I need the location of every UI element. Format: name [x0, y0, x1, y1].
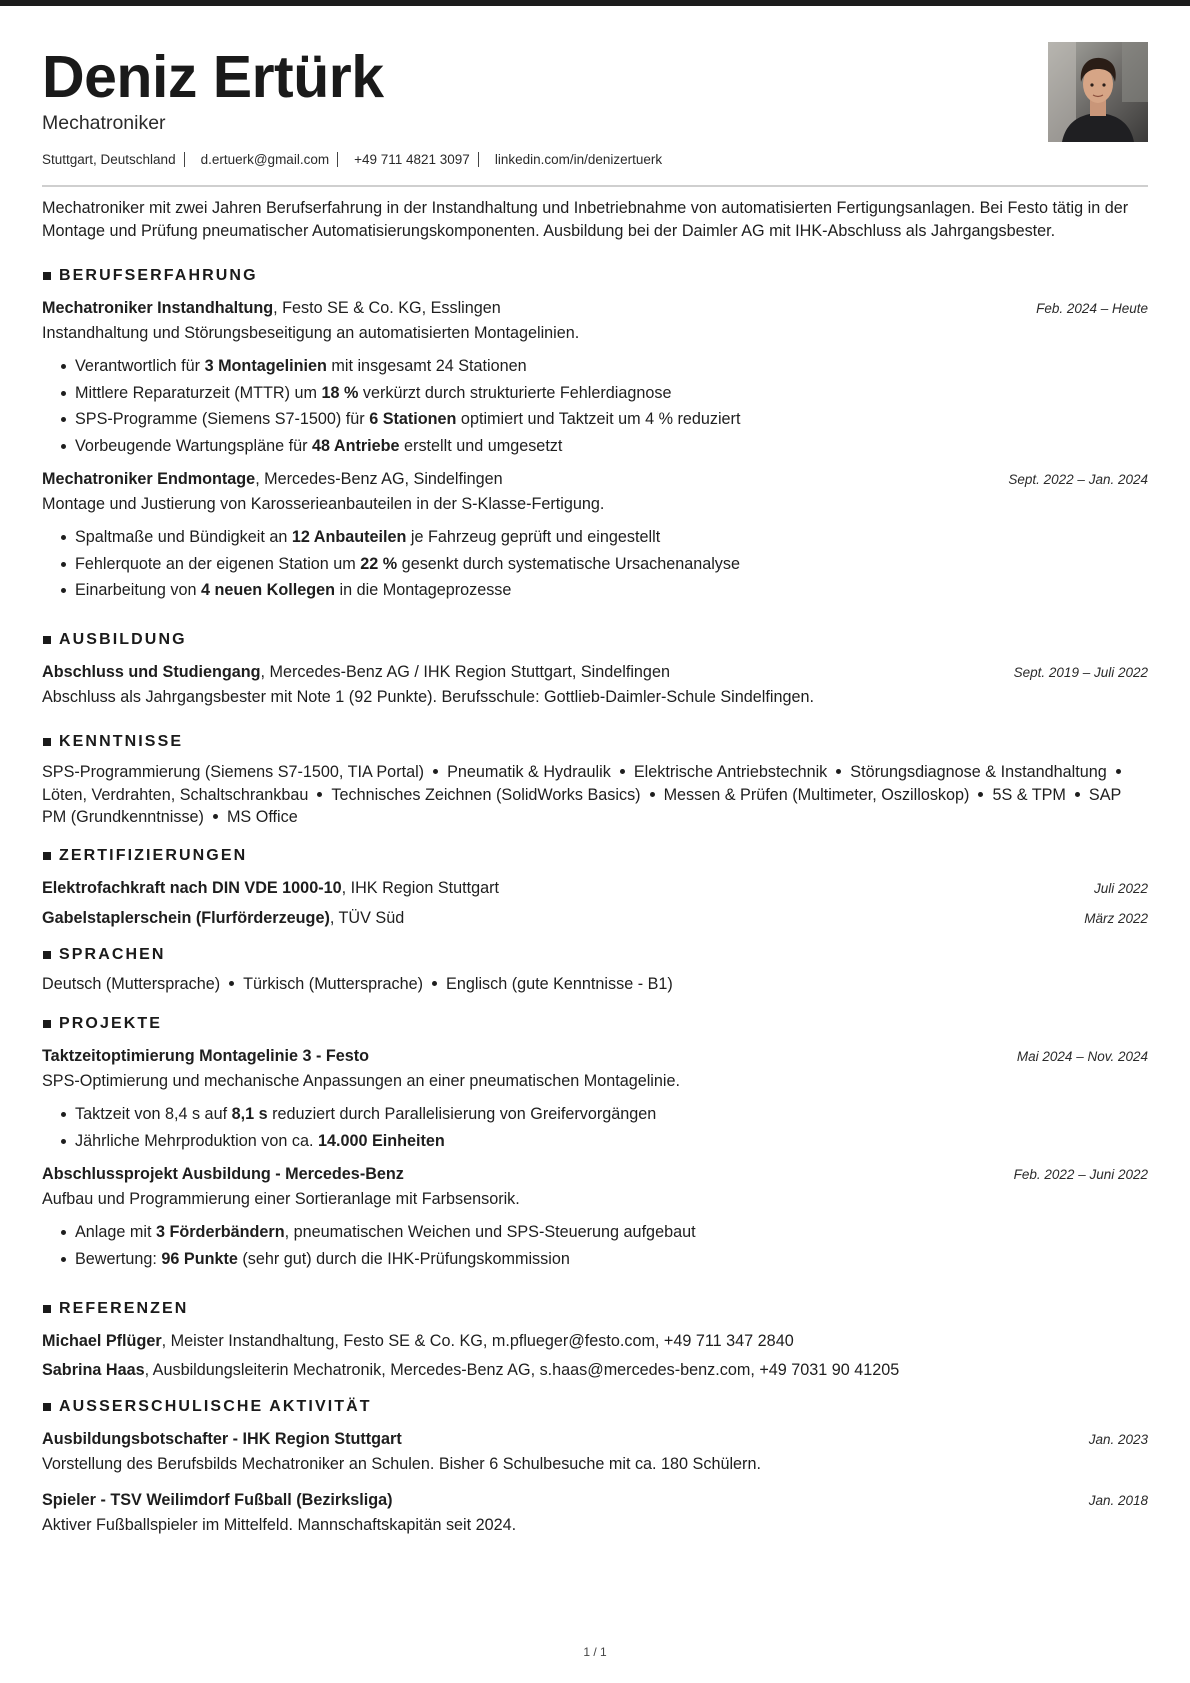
activity-entry	[42, 1488, 1148, 1537]
languages-list	[42, 973, 1148, 996]
top-bar	[0, 0, 1190, 6]
language-item: Deutsch (Muttersprache)	[42, 975, 221, 993]
section-square-icon	[43, 636, 51, 644]
skill-item: SPS-Programmierung (Siemens S7-1500, TIA Portal)	[42, 763, 425, 781]
bullet-item: SPS-Programme (Siemens S7-1500) für 6 Stationen optimiert und Taktzeit um 4 % reduziert	[42, 406, 1148, 433]
section-heading: AUSSERSCHULISCHE AKTIVITÄT	[42, 1396, 1148, 1418]
section-experience	[42, 265, 1148, 604]
bullet-dot-icon	[620, 769, 625, 774]
experience-entry	[42, 296, 1148, 459]
skill-item: Messen & Prüfen (Multimeter, Oszilloskop)	[663, 785, 970, 804]
project-entry	[42, 1044, 1148, 1154]
entry-date: Jan. 2018	[1088, 1493, 1148, 1508]
activity-name: Spieler - TSV Weilimdorf Fußball (Bezirksliga)	[42, 1491, 393, 1509]
entry-header	[42, 296, 1148, 321]
section-references	[42, 1298, 1148, 1382]
contact-divider	[337, 152, 338, 167]
bullet-item: Fehlerquote an der eigenen Station um 22 % gesenkt durch systematische Ursachenanalyse	[42, 551, 1148, 578]
section-skills	[42, 731, 1148, 829]
bullet-dot-icon	[1116, 769, 1121, 774]
bullet-dot-icon	[1075, 792, 1080, 797]
experience-entry	[42, 467, 1148, 604]
entry-role: Mechatroniker Instandhaltung	[42, 299, 274, 317]
project-entry	[42, 1162, 1148, 1272]
reference-entry	[42, 1329, 1148, 1353]
entry-date: Feb. 2022 – Juni 2022	[1013, 1167, 1148, 1182]
contact-line	[42, 152, 662, 167]
language-item: Türkisch (Muttersprache)	[243, 975, 424, 993]
certification-entry	[42, 876, 1148, 901]
entry-header	[42, 660, 1148, 685]
bullet-item: Mittlere Reparaturzeit (MTTR) um 18 % verkürzt durch strukturierte Fehlerdiagnose	[42, 380, 1148, 407]
entry-description: SPS-Optimierung und mechanische Anpassungen an einer pneumatischen Montagelinie.	[42, 1072, 681, 1090]
bullet-dot-icon	[213, 814, 218, 819]
activity-name: Ausbildungsbotschafter - IHK Region Stuttgart	[42, 1430, 402, 1448]
bullet-dot-icon	[229, 981, 234, 986]
entry-role: Mechatroniker Endmontage	[42, 470, 256, 488]
entry-header	[42, 1427, 1148, 1452]
certification-name: Elektrofachkraft nach DIN VDE 1000-10	[42, 879, 342, 897]
entry-date: Mai 2024 – Nov. 2024	[1016, 1049, 1148, 1064]
entry-date: Sept. 2022 – Jan. 2024	[1008, 472, 1148, 487]
skill-item: Technisches Zeichnen (SolidWorks Basics)	[331, 785, 641, 804]
skill-item: Störungsdiagnose & Instandhaltung	[850, 763, 1107, 781]
entry-bullets	[42, 1219, 1148, 1272]
section-heading: KENNTNISSE	[42, 731, 1148, 753]
entry-header	[42, 1162, 1148, 1187]
reference-details: , Ausbildungsleiterin Mechatronik, Mercedes-Benz AG, s.haas@mercedes-benz.com, +49 7031 90 41205	[144, 1361, 900, 1379]
section-education	[42, 629, 1148, 709]
section-heading: PROJEKTE	[42, 1013, 1148, 1035]
section-square-icon	[43, 1305, 51, 1313]
bullet-item: Bewertung: 96 Punkte (sehr gut) durch die IHK-Prüfungskommission	[42, 1246, 1148, 1273]
header-divider	[42, 185, 1148, 187]
entry-bullets	[42, 1101, 1148, 1154]
project-name: Taktzeitoptimierung Montagelinie 3 - Festo	[42, 1047, 370, 1065]
contact-divider	[184, 152, 185, 167]
section-square-icon	[43, 272, 51, 280]
bullet-item: Vorbeugende Wartungspläne für 48 Antriebe erstellt und umgesetzt	[42, 433, 1148, 460]
section-projects	[42, 1013, 1148, 1272]
section-square-icon	[43, 852, 51, 860]
entry-description: Abschluss als Jahrgangsbester mit Note 1 (92 Punkte). Berufsschule: Gottlieb-Daimler-Schule Sindelfingen.	[42, 688, 814, 706]
profile-summary: Mechatroniker mit zwei Jahren Berufserfahrung in der Instandhaltung und Inbetriebnahme von automatisierten Fertigungsanlagen. Bei Festo tätig in der Montage und Prüfung pneumatischer Automatisierungskomponenten. Ausbildung bei der Daimler AG mit IHK-Abschluss als Jahrgangsbester.	[42, 199, 1129, 240]
skill-item: Löten, Verdrahten, Schaltschrankbau	[42, 785, 309, 804]
entry-header	[42, 1358, 1148, 1382]
contact-linkedin[interactable]: linkedin.com/in/denizertuerk	[494, 152, 663, 167]
entry-header	[42, 1329, 1148, 1353]
entry-date: Juli 2022	[1093, 881, 1148, 896]
section-languages	[42, 944, 1148, 996]
entry-header	[42, 467, 1148, 492]
entry-org: , Mercedes-Benz AG, Sindelfingen	[255, 470, 503, 488]
certification-org: , TÜV Süd	[329, 909, 405, 927]
entry-date: Feb. 2024 – Heute	[1036, 301, 1148, 316]
contact-divider	[478, 152, 479, 167]
bullet-item: Einarbeitung von 4 neuen Kollegen in die Montageprozesse	[42, 577, 1148, 604]
entry-description: Vorstellung des Berufsbilds Mechatroniker an Schulen. Bisher 6 Schulbesuche mit ca. 180 Schülern.	[42, 1455, 761, 1473]
entry-date: Sept. 2019 – Juli 2022	[1013, 665, 1148, 680]
bullet-item: Spaltmaße und Bündigkeit an 12 Anbauteilen je Fahrzeug geprüft und eingestellt	[42, 524, 1148, 551]
activity-entry	[42, 1427, 1148, 1476]
section-heading: ZERTIFIZIERUNGEN	[42, 845, 1148, 867]
section-heading: AUSBILDUNG	[42, 629, 1148, 651]
section-square-icon	[43, 738, 51, 746]
skill-item: SAP PM (Grundkenntnisse)	[42, 785, 1122, 826]
entry-role: Abschluss und Studiengang	[42, 663, 261, 681]
bullet-dot-icon	[650, 792, 655, 797]
skill-item: Elektrische Antriebstechnik	[633, 763, 828, 781]
entry-description: Instandhaltung und Störungsbeseitigung an automatisierten Montagelinien.	[42, 324, 580, 342]
bullet-item: Jährliche Mehrproduktion von ca. 14.000 Einheiten	[42, 1128, 1148, 1155]
certification-org: , IHK Region Stuttgart	[341, 879, 500, 897]
section-square-icon	[43, 951, 51, 959]
entry-date: März 2022	[1084, 911, 1148, 926]
skill-item: 5S & TPM	[992, 785, 1066, 804]
entry-org: , Festo SE & Co. KG, Esslingen	[273, 299, 501, 317]
skill-item: Pneumatik & Hydraulik	[447, 763, 611, 781]
section-square-icon	[43, 1403, 51, 1411]
reference-details: , Meister Instandhaltung, Festo SE & Co. KG, m.pflueger@festo.com, +49 711 347 2840	[161, 1332, 794, 1350]
entry-date: Jan. 2023	[1088, 1432, 1148, 1447]
entry-bullets	[42, 524, 1148, 604]
language-item: Englisch (gute Kenntnisse - B1)	[446, 975, 673, 993]
bullet-dot-icon	[432, 981, 437, 986]
bullet-dot-icon	[433, 769, 438, 774]
candidate-role: Mechatroniker	[42, 112, 166, 134]
bullet-item: Anlage mit 3 Förderbändern, pneumatischen Weichen und SPS-Steuerung aufgebaut	[42, 1219, 1148, 1246]
entry-header	[42, 876, 1148, 901]
section-heading: REFERENZEN	[42, 1298, 1148, 1320]
reference-entry	[42, 1358, 1148, 1382]
entry-org: , Mercedes-Benz AG / IHK Region Stuttgart, Sindelfingen	[260, 663, 670, 681]
bullet-item: Taktzeit von 8,4 s auf 8,1 s reduziert durch Parallelisierung von Greifervorgängen	[42, 1101, 1148, 1128]
section-activities	[42, 1396, 1148, 1537]
entry-bullets	[42, 353, 1148, 459]
certification-entry	[42, 906, 1148, 931]
reference-name: Sabrina Haas	[42, 1361, 145, 1379]
profile-photo-image	[1048, 42, 1148, 142]
entry-header	[42, 906, 1148, 931]
certification-name: Gabelstaplerschein (Flurförderzeuge)	[42, 909, 330, 927]
contact-location: Stuttgart, Deutschland	[42, 152, 176, 167]
entry-header	[42, 1044, 1148, 1069]
entry-description: Aktiver Fußballspieler im Mittelfeld. Mannschaftskapitän seit 2024.	[42, 1516, 517, 1534]
bullet-dot-icon	[978, 792, 983, 797]
page-number: 1 / 1	[583, 1645, 607, 1659]
contact-phone[interactable]: +49 711 4821 3097	[354, 152, 470, 167]
entry-description: Montage und Justierung von Karosserieanbauteilen in der S-Klasse-Fertigung.	[42, 495, 605, 513]
section-heading: SPRACHEN	[42, 944, 1148, 966]
profile-photo	[1048, 42, 1148, 142]
section-square-icon	[43, 1020, 51, 1028]
skill-item: MS Office	[226, 808, 298, 826]
skills-list	[42, 761, 1148, 829]
project-name: Abschlussprojekt Ausbildung - Mercedes-Benz	[42, 1165, 404, 1183]
bullet-dot-icon	[317, 792, 322, 797]
entry-description: Aufbau und Programmierung einer Sortieranlage mit Farbsensorik.	[42, 1190, 520, 1208]
bullet-dot-icon	[836, 769, 841, 774]
entry-header	[42, 1488, 1148, 1513]
reference-name: Michael Pflüger	[42, 1332, 162, 1350]
candidate-name: Deniz Ertürk	[42, 44, 384, 110]
bullet-item: Verantwortlich für 3 Montagelinien mit insgesamt 24 Stationen	[42, 353, 1148, 380]
section-certifications	[42, 845, 1148, 931]
contact-email[interactable]: d.ertuerk@gmail.com	[200, 152, 330, 167]
education-entry	[42, 660, 1148, 709]
section-heading: BERUFSERFAHRUNG	[42, 265, 1148, 287]
